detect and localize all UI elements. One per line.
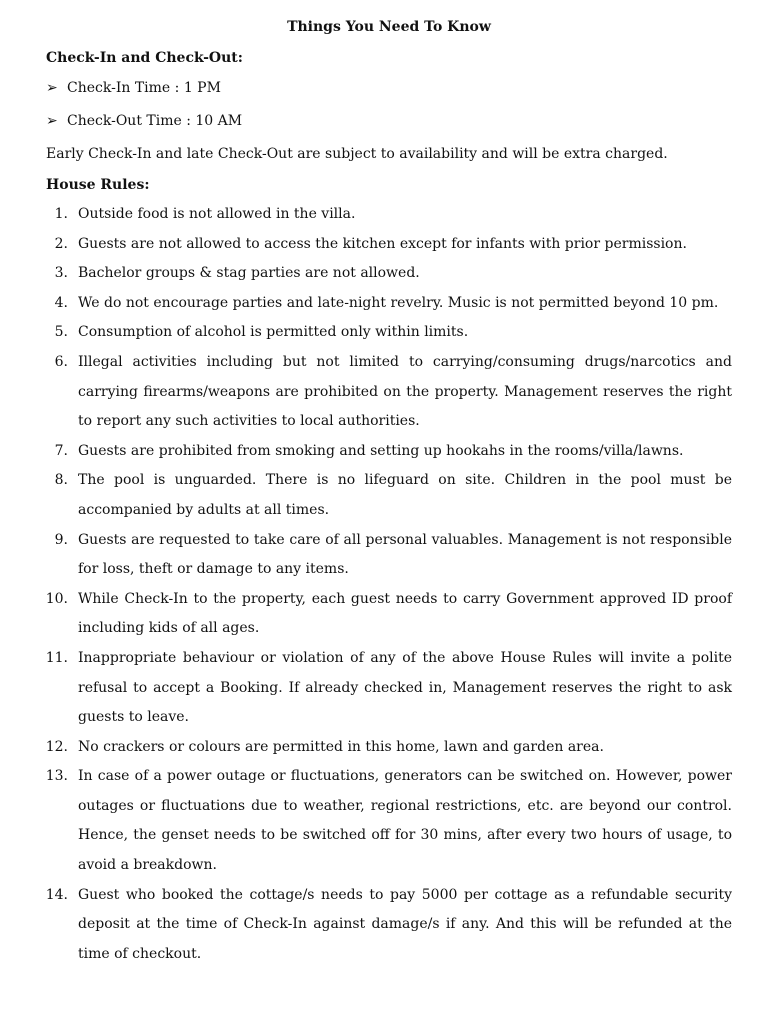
rule-item: [22, 466, 732, 525]
rule-text: Guest who booked the cottage/s needs to pay 5000 per cottage as a refundable security deposit at the time of Check-In against damage/s if any. And this will be refunded at the time of checkout.: [78, 886, 732, 962]
rule-number: 14.: [45, 886, 68, 903]
rule-number: 8.: [54, 472, 68, 489]
rule-text: Inappropriate behaviour or violation of any of the above House Rules will invite a polite refusal to accept a Booking. If already checked in, Management reserves the right to ask guests to leave.: [78, 649, 732, 726]
rule-text: No crackers or colours are permitted in this home, lawn and garden area.: [78, 738, 604, 755]
checkin-time-item: [46, 78, 732, 98]
rule-text: Guests are requested to take care of all personal valuables. Management is not responsible for loss, theft or damage to any items.: [78, 531, 732, 578]
arrow-bullet-icon: ➢: [46, 113, 58, 129]
arrow-bullet-icon: ➢: [46, 80, 58, 96]
early-checkin-note: Early Check-In and late Check-Out are subject to availability and will be extra charged.: [46, 146, 668, 162]
rule-text: The pool is unguarded. There is no lifeguard on site. Children in the pool must be accompanied by adults at all times.: [78, 472, 732, 518]
rule-text: Illegal activities including but not limited to carrying/consuming drugs/narcotics and carrying firearms/weapons are prohibited on the property. Management reserves the right to report any such activities to local authorities.: [78, 353, 732, 430]
rule-number: 13.: [45, 768, 68, 785]
rule-item: [22, 318, 732, 348]
rule-item: [22, 348, 732, 437]
rule-text: While Check-In to the property, each guest needs to carry Government approved ID proof including kids of all ages.: [78, 590, 732, 637]
rule-text: Consumption of alcohol is permitted only within limits.: [78, 324, 469, 341]
house-rules-list: [22, 200, 732, 969]
rule-item: [22, 200, 732, 230]
rule-item: [22, 585, 732, 644]
rule-number: 3.: [54, 265, 68, 282]
rule-text: Outside food is not allowed in the villa.: [78, 206, 356, 222]
checkin-time-text: Check-In Time : 1 PM: [67, 80, 221, 96]
rule-item: [22, 437, 732, 467]
rule-item: [22, 644, 732, 733]
document-title: Things You Need To Know: [287, 19, 491, 35]
rule-number: 7.: [54, 442, 68, 459]
rule-number: 4.: [54, 294, 68, 311]
rule-text: Guests are not allowed to access the kitchen except for infants with prior permission.: [78, 235, 687, 252]
rule-item: [22, 289, 732, 319]
rule-number: 2.: [54, 235, 68, 252]
rule-item: [22, 230, 732, 260]
rule-number: 11.: [45, 649, 68, 666]
house-rules-list-wrapper: [22, 200, 732, 969]
rule-item: [22, 733, 732, 763]
rule-text: Bachelor groups & stag parties are not allowed.: [78, 265, 420, 282]
rule-number: 12.: [45, 738, 68, 755]
house-rules-heading: House Rules:: [46, 177, 150, 193]
rule-item: [22, 259, 732, 289]
checkout-time-text: Check-Out Time : 10 AM: [67, 113, 243, 129]
rule-text: Guests are prohibited from smoking and setting up hookahs in the rooms/villa/lawns.: [78, 442, 684, 459]
rule-number: 5.: [54, 324, 68, 341]
rule-text: In case of a power outage or fluctuations, generators can be switched on. However, power outages or fluctuations due to weather, regional restrictions, etc. are beyond our control. Hence, the genset needs to be switched off for 30 mins, after every two hours of usage, to avoid a breakdown.: [78, 768, 732, 874]
rule-item: [22, 762, 732, 880]
rule-number: 10.: [45, 590, 68, 607]
rule-number: 9.: [54, 531, 68, 548]
checkin-heading: Check-In and Check-Out:: [46, 50, 243, 66]
checkout-time-item: [46, 111, 732, 131]
rule-text: We do not encourage parties and late-night revelry. Music is not permitted beyond 10 pm.: [78, 294, 719, 311]
rule-number: 1.: [54, 206, 68, 222]
rule-item: [22, 881, 732, 970]
rule-item: [22, 526, 732, 585]
rule-number: 6.: [54, 353, 68, 370]
